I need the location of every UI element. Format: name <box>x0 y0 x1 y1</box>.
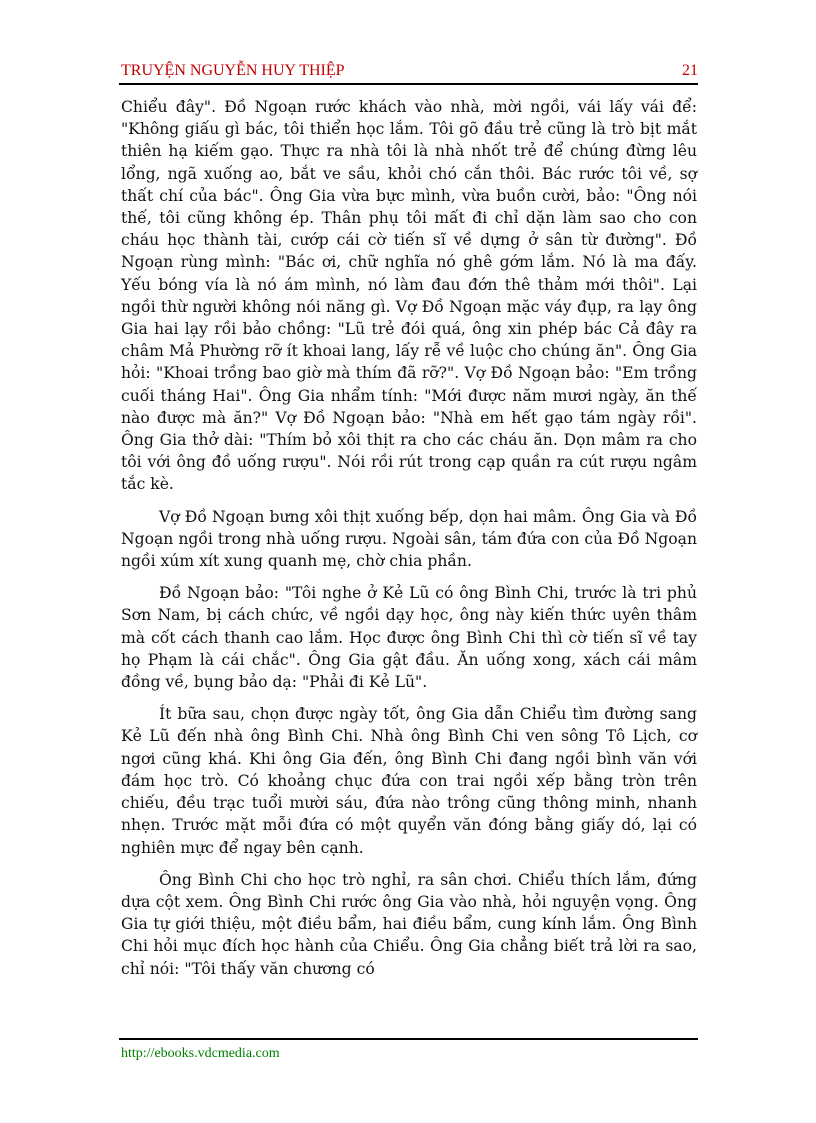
paragraph-2: Vợ Đồ Ngoạn bưng xôi thịt xuống bếp, dọn hai mâm. Ông Gia và Đồ Ngoạn ngồi trong nhà uống rượu. Ngoài sân, tám đứa con của Đồ Ngoạn ngồi xúm xít xung quanh mẹ, chờ chia phần. <box>121 507 697 571</box>
paragraph-4: Ít bữa sau, chọn được ngày tốt, ông Gia dẫn Chiểu tìm đường sang Kẻ Lũ đến nhà ông Bình Chi. Nhà ông Bình Chi ven sông Tô Lịch, cơ ngơi cũng khá. Khi ông Gia đến, ông Bình Chi đang ngồi bình văn với đám học trò. Có khoảng chục đứa con trai ngồi xếp bằng tròn trên chiếu, đều trạc tuổi mười sáu, đứa nào trông cũng thông minh, nhanh nhẹn. Trước mặt mỗi đứa có một quyển văn đóng bằng giấy dó, lại có nghiên mực để ngay bên cạnh. <box>121 705 697 857</box>
footer-rule <box>119 1038 698 1040</box>
paragraph-5: Ông Bình Chi cho học trò nghỉ, ra sân chơi. Chiểu thích lắm, đứng dựa cột xem. Ông Bình Chi rước ông Gia vào nhà, hỏi nguyện vọng. Ông Gia tự giới thiệu, một điều bẩm, hai điều bẩm, cung kính lắm. Ông Bình Chi hỏi mục đích học hành của Chiểu. Ông Gia chẳng biết trả lời ra sao, chỉ nói: "Tôi thấy văn chương có <box>121 870 697 978</box>
running-header-title: TRUYỆN NGUYỄN HUY THIỆP <box>121 62 345 79</box>
paragraph-3: Đồ Ngoạn bảo: "Tôi nghe ở Kẻ Lũ có ông Bình Chi, trước là tri phủ Sơn Nam, bị cách chức, về ngồi dạy học, ông này kiến thức uyên thâm mà cốt cách thanh cao lắm. Học được ông Bình Chi thì cờ tiến sĩ về tay họ Phạm là cái chắc". Ông Gia gật đầu. Ăn uống xong, xách cái mâm đồng về, bụng bảo dạ: "Phải đi Kẻ Lũ". <box>121 584 697 692</box>
footer-link[interactable]: http://ebooks.vdcmedia.com <box>121 1046 280 1061</box>
page-number: 21 <box>682 62 698 79</box>
header-rule <box>119 83 698 85</box>
body-text <box>121 96 697 990</box>
paragraph-1: Chiểu đây". Đồ Ngoạn rước khách vào nhà, mời ngồi, vái lấy vái để: "Không giấu gì bác, tôi thiển học lắm. Tôi gõ đầu trẻ cũng là trò bịt mắt thiên hạ kiếm gạo. Thực ra nhà tôi là nhà nhốt trẻ để chúng đừng lêu lổng, ngã xuống ao, bắt ve sầu, khỏi chó cắn thôi. Bác rước tôi về, sợ thất chí của bác". Ông Gia vừa bực mình, vừa buồn cười, bảo: "Ông nói thế, tôi cũng không ép. Thân phụ tôi mất đi chỉ dặn làm sao cho con cháu học thành tài, cướp cái cờ tiến sĩ về dựng ở sân từ đường". Đồ Ngoạn rùng mình: "Bác ơi, chữ nghĩa nó ghê gớm lắm. Nó là ma đấy. Yếu bóng vía là nó ám mình, nó làm đau đớn thê thảm mới thôi". Lại ngồi thừ người không nói năng gì. Vợ Đồ Ngoạn mặc váy đụp, ra lạy ông Gia hai lạy rồi bảo chồng: "Lũ trẻ đói quá, ông xin phép bác Cả đây ra châm Mả Phường rỡ ít khoai lang, lấy rễ về luộc cho chúng ăn". Ông Gia hỏi: "Khoai trồng bao giờ mà thím đã rỡ?". Vợ Đồ Ngoạn bảo: "Em trồng cuối tháng Hai". Ông Gia nhẩm tính: "Mới được năm mươi ngày, ăn thế nào được mà ăn?" Vợ Đồ Ngoạn bảo: "Nhà em hết gạo tám ngày rồi". Ông Gia thở dài: "Thím bỏ xôi thịt ra cho các cháu ăn. Dọn mâm ra cho tôi với ông đồ uống rượu". Nói rồi rút trong cạp quần ra cút rượu ngâm tắc kè. <box>121 98 697 494</box>
